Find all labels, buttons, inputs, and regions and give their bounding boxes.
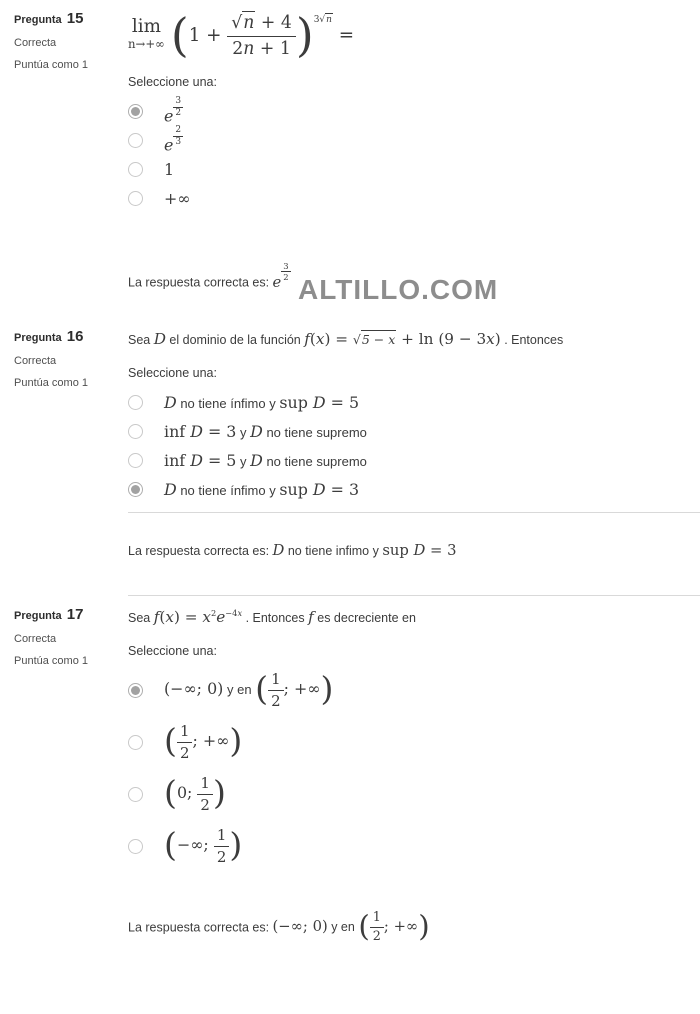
big-paren: ( xyxy=(164,773,177,813)
option-row[interactable] xyxy=(128,388,700,417)
math-fragment: ) xyxy=(494,330,501,348)
text-fragment: no tiene ínfimo y xyxy=(176,395,280,411)
math-fragment: + 4 xyxy=(255,13,292,34)
radicand: 5 − x xyxy=(361,332,396,347)
math-fragment: +∞ xyxy=(164,189,191,208)
question-title xyxy=(14,328,117,345)
big-paren: ) xyxy=(229,721,243,761)
option-label[interactable] xyxy=(164,97,183,125)
superscript xyxy=(225,607,242,620)
option-row[interactable] xyxy=(128,446,700,475)
math-fragment: x xyxy=(237,607,243,618)
math-fragment: D xyxy=(164,479,177,499)
math-fragment: n xyxy=(243,39,255,60)
big-paren: ) xyxy=(418,909,430,944)
option-row[interactable] xyxy=(128,97,700,126)
denominator: 2 xyxy=(283,272,289,283)
big-paren: ( xyxy=(164,824,177,864)
big-paren: ) xyxy=(229,824,243,864)
math-fragment: = 3 xyxy=(325,479,360,499)
option-row[interactable] xyxy=(128,666,700,715)
denominator: 2 xyxy=(175,108,182,119)
big-paren: ) xyxy=(212,773,226,813)
option-label[interactable] xyxy=(164,451,367,470)
denominator: 2 xyxy=(372,929,381,945)
math-fragment: x xyxy=(315,330,325,348)
numerator: 1 xyxy=(197,775,213,795)
fraction xyxy=(173,97,183,118)
question-statement xyxy=(128,328,700,351)
score-label: Puntúa como 1 xyxy=(14,59,88,71)
question-title xyxy=(14,606,117,623)
math-fragment: + 1 xyxy=(254,39,291,60)
math-fragment: D xyxy=(153,330,166,348)
text-fragment: no tiene infimo y xyxy=(284,543,383,558)
option-label[interactable] xyxy=(164,480,359,499)
math-fragment: f xyxy=(304,330,310,348)
question-label: Pregunta xyxy=(14,14,62,26)
question-content xyxy=(117,606,700,945)
square-root xyxy=(231,11,255,33)
text-fragment: el dominio de la función xyxy=(165,333,305,347)
math-fragment: D xyxy=(164,392,177,412)
math-fragment: 1 xyxy=(164,160,175,179)
numerator xyxy=(227,14,296,37)
math-fragment: ) = xyxy=(173,608,203,626)
math-fragment: D xyxy=(250,450,263,470)
option-label[interactable] xyxy=(164,126,183,154)
options-list xyxy=(128,388,700,504)
math-fragment: inf xyxy=(164,421,191,441)
radical-symbol: √ xyxy=(352,332,361,347)
math-fragment: (−∞; 0) xyxy=(272,918,328,936)
option-label[interactable] xyxy=(164,775,226,814)
option-label[interactable] xyxy=(164,422,367,441)
correct-answer-line xyxy=(128,911,700,946)
answer-label: La respuesta correcta es: xyxy=(128,543,273,558)
option-row[interactable] xyxy=(128,184,700,213)
answer-label: La respuesta correcta es: xyxy=(128,920,273,935)
text-fragment: . Entonces xyxy=(242,611,309,625)
question-label: Pregunta xyxy=(14,610,62,622)
math-fragment: 0; xyxy=(176,782,198,802)
fraction xyxy=(268,671,284,710)
math-fragment: ; +∞ xyxy=(283,678,321,698)
option-row[interactable] xyxy=(128,155,700,184)
limit-operator xyxy=(128,15,165,53)
altillo-watermark: ALTILLO.COM xyxy=(298,274,499,305)
math-fragment: f xyxy=(308,608,314,626)
math-fragment: D xyxy=(190,421,203,441)
answer-value xyxy=(272,261,291,291)
denominator: 3 xyxy=(175,137,182,148)
score-label: Puntúa como 1 xyxy=(14,655,88,667)
big-paren: ) xyxy=(320,669,334,709)
text-fragment: no tiene ínfimo y xyxy=(176,482,280,498)
option-label[interactable] xyxy=(164,723,242,762)
question-info xyxy=(0,328,117,596)
fraction xyxy=(370,911,384,946)
math-fragment: = 5 xyxy=(325,392,360,412)
radicand: n xyxy=(243,13,255,34)
denominator: 2 xyxy=(200,795,210,814)
select-one-label: Seleccione una: xyxy=(128,75,217,89)
superscript xyxy=(314,14,333,25)
options-list xyxy=(128,97,700,213)
math-fragment: e xyxy=(164,106,174,126)
option-label[interactable] xyxy=(164,824,243,866)
radio-button[interactable] xyxy=(128,735,143,750)
square-root xyxy=(319,13,333,25)
question-info xyxy=(0,10,117,291)
text-fragment: no tiene supremo xyxy=(262,453,367,469)
fraction xyxy=(227,14,296,60)
option-row[interactable] xyxy=(128,770,700,819)
math-fragment: = xyxy=(332,24,355,46)
option-row[interactable] xyxy=(128,417,700,446)
math-fragment: −4 xyxy=(225,607,238,618)
question-content xyxy=(117,10,700,291)
text-fragment: y en xyxy=(327,920,359,935)
answer-value xyxy=(272,541,457,559)
numerator: 2 xyxy=(173,126,183,137)
answer-divider-block xyxy=(128,512,700,596)
math-fragment: ( xyxy=(309,330,316,348)
limit-word: lim xyxy=(131,15,161,37)
text-fragment: . Entonces xyxy=(500,333,564,347)
math-fragment: sup xyxy=(279,479,313,499)
text-fragment: y en xyxy=(223,681,256,697)
question-17 xyxy=(0,606,700,945)
radio-button[interactable] xyxy=(128,424,143,439)
superscript xyxy=(173,97,183,118)
math-fragment: 1 + xyxy=(188,24,228,46)
answer-value xyxy=(272,909,430,945)
radio-button[interactable] xyxy=(128,453,143,468)
text-fragment: y xyxy=(236,453,251,469)
math-fragment: = 5 xyxy=(202,450,237,470)
big-paren: ( xyxy=(164,721,177,761)
question-statement xyxy=(128,606,700,629)
limit-subscript: n→+∞ xyxy=(128,36,165,51)
option-row[interactable] xyxy=(128,475,700,504)
math-fragment: x xyxy=(486,330,495,348)
radio-button[interactable] xyxy=(128,839,143,854)
radio-button[interactable] xyxy=(128,162,143,177)
denominator: 2 xyxy=(216,847,227,866)
numerator: 3 xyxy=(173,97,183,108)
option-row[interactable] xyxy=(128,718,700,767)
math-fragment: 2 xyxy=(232,39,244,60)
text-fragment: y xyxy=(236,424,251,440)
math-fragment: f xyxy=(153,608,160,626)
option-row[interactable] xyxy=(128,822,700,871)
radio-button[interactable] xyxy=(128,191,143,206)
option-label[interactable] xyxy=(164,189,191,208)
fraction xyxy=(173,126,183,147)
big-paren: ( xyxy=(170,9,189,63)
math-fragment: ; +∞ xyxy=(192,730,230,750)
math-fragment: D xyxy=(250,421,263,441)
math-fragment: x xyxy=(165,608,174,626)
numerator: 1 xyxy=(268,671,284,691)
text-fragment: no tiene supremo xyxy=(262,424,367,440)
math-fragment: 3 xyxy=(313,15,320,25)
math-fragment: e xyxy=(216,608,226,626)
answer-label: La respuesta correcta es: xyxy=(128,275,273,290)
radio-button[interactable] xyxy=(128,104,143,119)
math-fragment: −∞; xyxy=(176,834,214,854)
option-label[interactable] xyxy=(164,671,333,710)
status-correcta: Correcta xyxy=(14,37,57,49)
question-number: 16 xyxy=(66,328,84,345)
fraction xyxy=(214,827,230,866)
radio-button[interactable] xyxy=(128,683,143,698)
math-fragment: e xyxy=(272,273,282,291)
question-number: 17 xyxy=(66,606,84,623)
radical-symbol: √ xyxy=(319,15,326,25)
math-fragment: ( xyxy=(159,608,166,626)
question-title xyxy=(14,10,117,27)
radio-button[interactable] xyxy=(128,395,143,410)
radio-button[interactable] xyxy=(128,133,143,148)
select-one-label: Seleccione una: xyxy=(128,643,217,658)
superscript xyxy=(173,126,183,147)
option-label[interactable] xyxy=(164,160,174,179)
options-list xyxy=(128,666,700,871)
math-fragment: ; +∞ xyxy=(383,918,419,936)
fraction xyxy=(281,262,290,282)
math-fragment: (−∞; 0) xyxy=(164,678,224,698)
math-fragment: D xyxy=(413,541,426,559)
numerator: 3 xyxy=(283,261,289,271)
math-fragment: x xyxy=(202,608,211,626)
denominator: 2 xyxy=(271,691,281,710)
math-fragment: D xyxy=(272,541,285,559)
fraction xyxy=(197,775,213,814)
numerator: 1 xyxy=(177,723,193,743)
option-row[interactable] xyxy=(128,126,700,155)
select-one-label: Seleccione una: xyxy=(128,365,217,380)
math-fragment: D xyxy=(190,450,203,470)
math-fragment: 2 xyxy=(210,607,217,618)
question-label: Pregunta xyxy=(14,332,62,344)
status-correcta: Correcta xyxy=(14,633,57,645)
radio-button[interactable] xyxy=(128,787,143,802)
radical-symbol: √ xyxy=(231,13,243,34)
text-fragment: es decreciente en xyxy=(313,611,416,625)
question-number: 15 xyxy=(66,10,84,27)
math-fragment: ) = xyxy=(324,330,353,348)
text-fragment: Sea xyxy=(128,333,154,347)
math-fragment: = 3 xyxy=(425,541,457,559)
question-16 xyxy=(0,328,700,596)
radicand: n xyxy=(326,15,332,25)
square-root xyxy=(353,330,396,347)
radio-button[interactable] xyxy=(128,482,143,497)
numerator: 1 xyxy=(370,911,384,929)
superscript xyxy=(281,262,290,282)
math-fragment: e xyxy=(164,135,174,155)
math-fragment: inf xyxy=(164,450,191,470)
status-correcta: Correcta xyxy=(14,355,57,367)
text-fragment: Sea xyxy=(128,611,154,625)
math-fragment: sup xyxy=(279,392,313,412)
big-paren: ( xyxy=(358,909,370,944)
question-statement xyxy=(128,9,700,63)
denominator: 2 xyxy=(179,743,190,762)
big-paren: ( xyxy=(255,669,269,709)
question-15 xyxy=(0,10,700,291)
denominator xyxy=(227,37,296,59)
option-label[interactable] xyxy=(164,393,359,412)
score-label: Puntúa como 1 xyxy=(14,377,88,389)
fraction xyxy=(177,723,193,762)
question-content xyxy=(117,328,700,596)
math-fragment: D xyxy=(312,392,326,412)
big-paren: ) xyxy=(295,9,314,63)
math-fragment: D xyxy=(312,479,326,499)
math-fragment: sup xyxy=(382,541,414,559)
numerator: 1 xyxy=(214,827,230,847)
math-fragment: = 3 xyxy=(202,421,237,441)
math-fragment: + ln (9 − 3 xyxy=(396,330,487,348)
correct-answer-line xyxy=(128,542,700,559)
question-info xyxy=(0,606,117,945)
